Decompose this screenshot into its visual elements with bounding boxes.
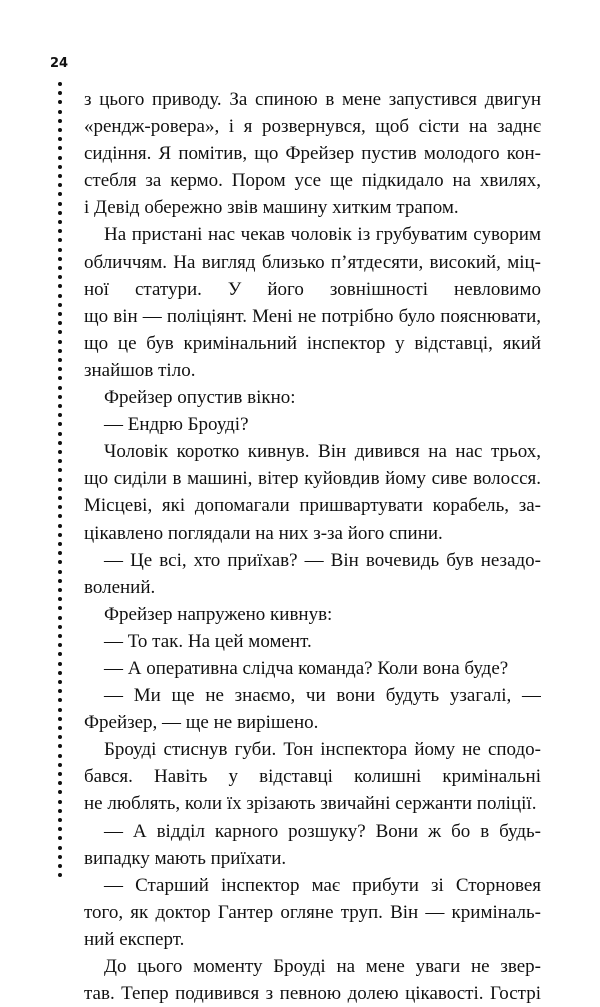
margin-dot: [58, 560, 62, 564]
text-line: — То так. На цей момент.: [104, 630, 312, 652]
margin-dot: [58, 340, 62, 344]
text-line: і Девід обережно звів машину хитким трапом.: [84, 197, 459, 219]
margin-dot: [58, 864, 62, 868]
margin-dot: [58, 110, 62, 114]
margin-dot: [58, 156, 62, 160]
text-line: — А оперативна слідча команда? Коли вона буде?: [104, 657, 509, 679]
margin-dot: [58, 781, 62, 785]
margin-dot: [58, 698, 62, 702]
margin-dot: [58, 100, 62, 104]
text-line: знайшов тіло.: [84, 359, 196, 381]
text-line: ної статури. У його зовнішності невловимо: [84, 278, 541, 300]
margin-dot: [58, 652, 62, 656]
margin-dot: [58, 441, 62, 445]
text-line: До цього моменту Броуді на мене уваги не звер-: [104, 956, 541, 977]
margin-dot: [58, 211, 62, 215]
margin-dot: [58, 367, 62, 371]
text-line: тав. Тепер подивився з певною долею цікавості. Гострі: [84, 983, 541, 1005]
margin-dot: [58, 376, 62, 380]
margin-dot: [58, 459, 62, 463]
margin-dot: [58, 450, 62, 454]
margin-dot: [58, 248, 62, 252]
margin-dot: [58, 284, 62, 288]
text-line: волений.: [84, 576, 156, 598]
margin-dot: [58, 192, 62, 196]
text-line: — А відділ карного розшуку? Вони ж бо в будь-: [104, 820, 541, 842]
margin-dot: [58, 744, 62, 748]
text-line: бався. Навіть у відставці колишні кримінальні: [84, 766, 541, 788]
margin-dot: [58, 432, 62, 436]
margin-dot: [58, 533, 62, 537]
text-line: — Ми ще не знаємо, чи вони будуть узагалі, —: [104, 685, 541, 707]
text-line: Фрейзер опустив вікно:: [104, 387, 296, 409]
margin-dot: [58, 846, 62, 850]
margin-dot: [58, 128, 62, 132]
text-line: — Старший інспектор має прибути зі Сторновея: [104, 874, 541, 896]
margin-dot: [58, 542, 62, 546]
margin-dot: [58, 82, 62, 86]
margin-dot: [58, 708, 62, 712]
margin-dot: [58, 321, 62, 325]
text-line: «рендж-ровера», і я розвернувся, щоб сісти на заднє: [84, 116, 541, 138]
text-line: Фрейзер, — ще не вирішено.: [84, 712, 319, 734]
text-line: що сиділи в машині, вітер куйовдив йому сиве волосся.: [84, 468, 541, 490]
margin-dot: [58, 634, 62, 638]
text-line: з цього приводу. За спиною в мене запустився двигун: [84, 89, 541, 110]
margin-dot: [58, 349, 62, 353]
margin-dot: [58, 496, 62, 500]
margin-dot: [58, 404, 62, 408]
margin-dot: [58, 303, 62, 307]
margin-dot: [58, 524, 62, 528]
margin-dot: [58, 625, 62, 629]
margin-dot: [58, 202, 62, 206]
text-line: випадку мають приїхати.: [84, 847, 287, 869]
margin-dot: [58, 754, 62, 758]
margin-dot: [58, 616, 62, 620]
margin-dot: [58, 726, 62, 730]
margin-dot: [58, 800, 62, 804]
margin-dot: [58, 220, 62, 224]
margin-dot: [58, 643, 62, 647]
text-line: Чоловік коротко кивнув. Він дивився на нас трьох,: [104, 441, 541, 463]
margin-dot: [58, 680, 62, 684]
margin-dot: [58, 855, 62, 859]
margin-dot: [58, 294, 62, 298]
margin-dot: [58, 91, 62, 95]
text-line: Фрейзер напружено кивнув:: [104, 603, 333, 625]
text-line: На пристані нас чекав чоловік із грубуватим суворим: [104, 224, 541, 246]
page-number: 24: [50, 56, 69, 71]
text-line: Місцеві, які допомагали пришвартувати корабель, за-: [84, 495, 541, 517]
margin-dot: [58, 597, 62, 601]
text-line: — Це всі, хто приїхав? — Він вочевидь був незадо-: [104, 549, 541, 571]
margin-dot: [58, 146, 62, 150]
margin-dot: [58, 468, 62, 472]
text-line: сидіння. Я помітив, що Фрейзер пустив молодого кон-: [84, 143, 541, 165]
text-line: обличчям. На вигляд близько п’ятдесяти, високий, міц-: [84, 251, 541, 273]
margin-dot: [58, 266, 62, 270]
text-line: того, як доктор Гантер огляне труп. Він — криміналь-: [84, 901, 541, 923]
margin-dot: [58, 763, 62, 767]
margin-dot: [58, 662, 62, 666]
text-line: не люблять, коли їх зрізають звичайні сержанти поліції.: [84, 793, 537, 815]
margin-dot: [58, 358, 62, 362]
margin-dot: [58, 183, 62, 187]
margin-dot: [58, 257, 62, 261]
margin-dot: [58, 836, 62, 840]
margin-dot: [58, 873, 62, 877]
margin-dot: [58, 478, 62, 482]
margin-dot: [58, 570, 62, 574]
margin-dot: [58, 413, 62, 417]
text-line: що це був кримінальний інспектор у відставці, який: [84, 332, 541, 354]
text-line: цікавлено поглядали на них з-за його спини.: [84, 522, 443, 544]
margin-dot: [58, 809, 62, 813]
margin-dot: [58, 137, 62, 141]
margin-dot: [58, 790, 62, 794]
text-line: Броуді стиснув губи. Тон інспектора йому не сподо-: [104, 739, 541, 761]
margin-dot: [58, 827, 62, 831]
margin-dot: [58, 818, 62, 822]
margin-dot: [58, 386, 62, 390]
margin-dot: [58, 395, 62, 399]
margin-dot: [58, 588, 62, 592]
margin-dot: [58, 487, 62, 491]
margin-dot: [58, 514, 62, 518]
margin-dot: [58, 735, 62, 739]
margin-dot: [58, 671, 62, 675]
margin-dot: [58, 229, 62, 233]
margin-dot: [58, 551, 62, 555]
margin-dot: [58, 689, 62, 693]
text-line: стебля за кермо. Пором усе ще підкидало на хвилях,: [84, 170, 541, 192]
margin-dot: [58, 119, 62, 123]
margin-dot: [58, 422, 62, 426]
margin-dot: [58, 717, 62, 721]
margin-dot: [58, 312, 62, 316]
margin-dot: [58, 165, 62, 169]
text-line: що він — поліціянт. Мені не потрібно було пояснювати,: [84, 305, 541, 327]
body-text: [84, 86, 541, 1007]
text-line: — Ендрю Броуді?: [104, 414, 249, 436]
margin-dot: [58, 505, 62, 509]
margin-dot: [58, 772, 62, 776]
margin-dot: [58, 275, 62, 279]
margin-dot: [58, 330, 62, 334]
margin-dot: [58, 606, 62, 610]
margin-dot: [58, 238, 62, 242]
text-line: ний експерт.: [84, 928, 185, 950]
margin-dot: [58, 174, 62, 178]
margin-dot: [58, 579, 62, 583]
